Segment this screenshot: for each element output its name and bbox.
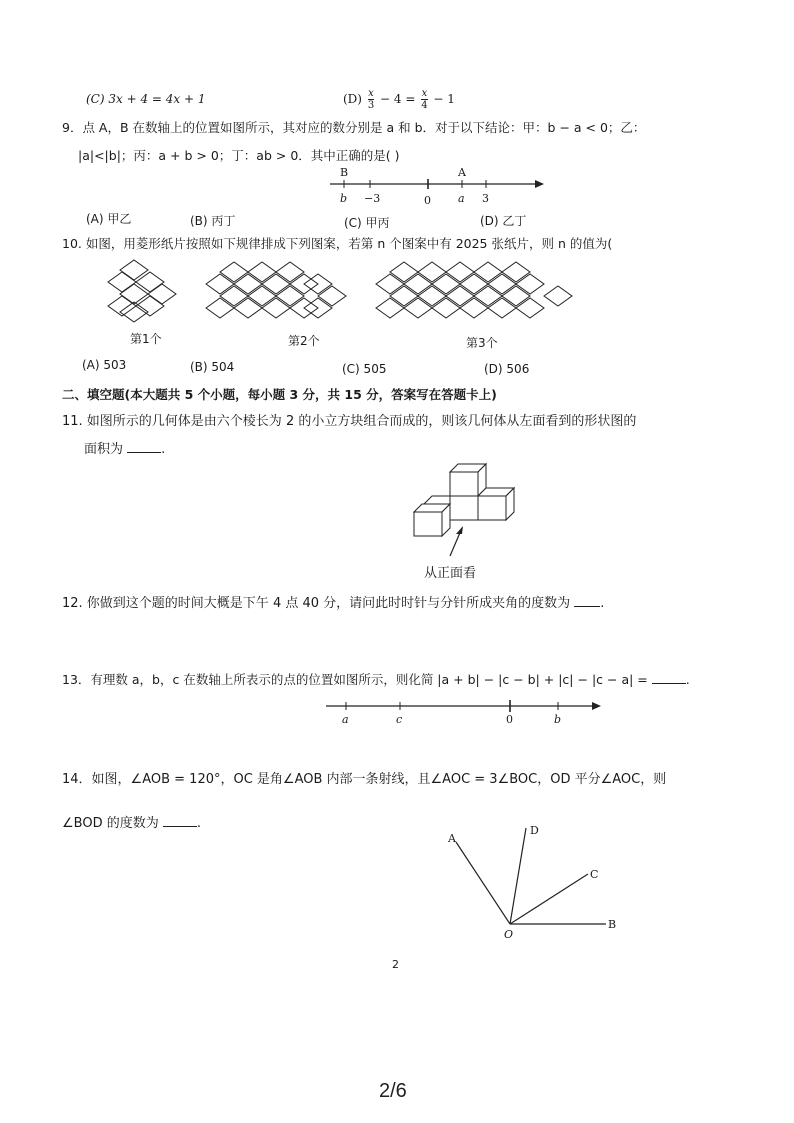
q13-answer-blank	[652, 671, 686, 684]
rhombus-tile	[206, 274, 234, 294]
view-arrow-head	[456, 526, 463, 534]
rhombus-tile	[234, 298, 262, 318]
q10-caption-1: 第1个	[130, 332, 162, 346]
point-label-C: C	[590, 868, 599, 881]
q9-option-d: (D) 乙丁	[480, 214, 527, 228]
rhombus-tile	[404, 298, 432, 318]
q11-stem-line-2: 面积为 .	[84, 442, 166, 457]
q8-option-d-tail: − 1	[433, 92, 455, 106]
fraction-denominator: 3	[367, 100, 375, 111]
value-label-minus3: −3	[364, 192, 381, 205]
q9-option-c: (C) 甲丙	[344, 216, 390, 230]
rhombus-tile	[390, 262, 418, 282]
q11-answer-blank	[127, 440, 161, 453]
rhombus-tile	[502, 286, 530, 306]
q11-stem-line-1: 11. 如图所示的几何体是由六个棱长为 2 的小立方块组合而成的，则该几何体从左面看到的形状图的	[62, 414, 637, 429]
q13-stem: 13．有理数 a，b，c 在数轴上所表示的点的位置如图所示，则化简 |a + b| − |c − b| + |c| − |c − a| = .	[62, 672, 690, 687]
rhombus-tile	[460, 274, 488, 294]
rhombus-tile	[446, 286, 474, 306]
q10-caption-3: 第3个	[466, 336, 498, 350]
fraction-numerator: x	[368, 88, 374, 99]
rhombus-tile	[248, 286, 276, 306]
rhombus-tile	[376, 274, 404, 294]
rhombus-tile	[488, 274, 516, 294]
q10-caption-2: 第2个	[288, 334, 320, 348]
value-label-zero: 0	[506, 713, 513, 726]
rhombus-tile	[148, 284, 176, 304]
point-label-B: B	[608, 918, 617, 931]
value-label-b: b	[554, 713, 562, 726]
rhombus-tile	[318, 286, 346, 306]
q14-stem-line-2: ∠BOD 的度数为 .	[62, 816, 202, 831]
q10-option-d: (D) 506	[484, 362, 530, 376]
rhombus-tile	[418, 262, 446, 282]
fraction-denominator: 4	[421, 100, 428, 111]
q8-option-c: (C) 3x + 4 = 4x + 1	[86, 92, 206, 106]
inner-page-number: 2	[392, 958, 399, 971]
rhombus-tile	[418, 286, 446, 306]
rhombus-tile	[446, 262, 474, 282]
value-label-zero: 0	[424, 194, 431, 207]
rhombus-tile	[432, 274, 460, 294]
rhombus-tile	[108, 272, 136, 292]
q14-stem-text: ∠BOD 的度数为	[62, 816, 159, 831]
point-label-O: O	[504, 928, 514, 941]
section-2-title: 二、填空题(本大题共 5 个小题，每小题 3 分，共 15 分，答案写在答题卡上)	[62, 387, 497, 402]
fraction-numerator: x	[421, 88, 428, 99]
point-label-D: D	[530, 824, 539, 837]
ray-OA	[456, 842, 510, 924]
rhombus-tile	[544, 286, 572, 306]
ray-OC	[510, 874, 588, 924]
rhombus-tile	[276, 262, 304, 282]
q11-arrow-label: 从正面看	[424, 566, 477, 581]
q8-option-d-middle: − 4 =	[380, 92, 416, 106]
rhombus-tile	[220, 286, 248, 306]
rhombus-tile	[460, 298, 488, 318]
value-label-b: b	[340, 192, 348, 205]
rhombus-tile	[234, 274, 262, 294]
page-indicator: 2/6	[379, 1080, 407, 1102]
q9-number-line	[320, 166, 550, 210]
rhombus-tile	[474, 286, 502, 306]
rhombus-tile	[262, 298, 290, 318]
q14-answer-blank	[163, 814, 197, 827]
q12-stem: 12. 你做到这个题的时间大概是下午 4 点 40 分，请问此时时针与分针所成夹角的度数为 .	[62, 596, 605, 611]
q14-stem-line-1: 14．如图，∠AOB = 120°，OC 是角∠AOB 内部一条射线，且∠AOC = 3∠BOC，OD 平分∠AOC，则	[62, 772, 667, 787]
rhombus-tile	[432, 298, 460, 318]
point-label-A: A	[448, 832, 456, 845]
q9-stem-line-1: 9．点 A，B 在数轴上的位置如图所示，其对应的数分别是 a 和 b．对于以下结论：甲：b − a < 0；乙：	[62, 120, 646, 135]
point-label-B: B	[340, 166, 349, 179]
q9-option-a: (A) 甲乙	[86, 212, 132, 226]
q8-option-d-fraction-2	[421, 88, 427, 111]
ray-OD	[510, 828, 526, 924]
rhombus-tile	[206, 298, 234, 318]
rhombus-tile	[404, 274, 432, 294]
value-label-c: c	[396, 713, 403, 726]
q10-option-b: (B) 504	[190, 360, 235, 374]
q8-option-d	[343, 88, 455, 111]
rhombus-tile	[516, 298, 544, 318]
rhombus-tile	[474, 262, 502, 282]
q10-option-c: (C) 505	[342, 362, 387, 376]
rhombus-tile	[516, 274, 544, 294]
value-label-a: a	[458, 192, 465, 205]
rhombus-tile	[376, 298, 404, 318]
point-label-A: A	[458, 166, 466, 179]
q12-stem-text: 12. 你做到这个题的时间大概是下午 4 点 40 分，请问此时时针与分针所成夹角的度数为	[62, 596, 571, 611]
value-label-3: 3	[482, 192, 489, 205]
rhombus-tile	[502, 262, 530, 282]
axis-arrow	[535, 180, 544, 188]
q11-stem-text: 面积为	[84, 442, 124, 457]
rhombus-tile	[390, 286, 418, 306]
q10-stem: 10. 如图，用菱形纸片按照如下规律排成下列图案，若第 n 个图案中有 2025 张纸片，则 n 的值为(	[62, 236, 613, 251]
q14-angle-diagram	[440, 820, 630, 944]
q10-option-a: (A) 503	[82, 358, 127, 372]
q10-rhombus-patterns	[104, 256, 584, 336]
axis-arrow	[592, 702, 601, 710]
q13-number-line	[322, 692, 612, 728]
rhombus-tile	[276, 286, 304, 306]
q9-option-b: (B) 丙丁	[190, 214, 236, 228]
q9-stem-line-2: |a|<|b|；丙：a + b > 0；丁：ab > 0．其中正确的是( )	[78, 148, 400, 163]
rhombus-tile	[488, 298, 516, 318]
q8-option-d-fraction-1	[368, 88, 374, 111]
q12-answer-blank	[574, 594, 600, 607]
rhombus-tile	[248, 262, 276, 282]
rhombus-tile	[220, 262, 248, 282]
value-label-a: a	[342, 713, 349, 726]
q13-stem-text: 13．有理数 a，b，c 在数轴上所表示的点的位置如图所示，则化简 |a + b| − |c − b| + |c| − |c − a| =	[62, 672, 648, 687]
q8-option-d-prefix: (D)	[343, 92, 362, 106]
rhombus-tile	[262, 274, 290, 294]
